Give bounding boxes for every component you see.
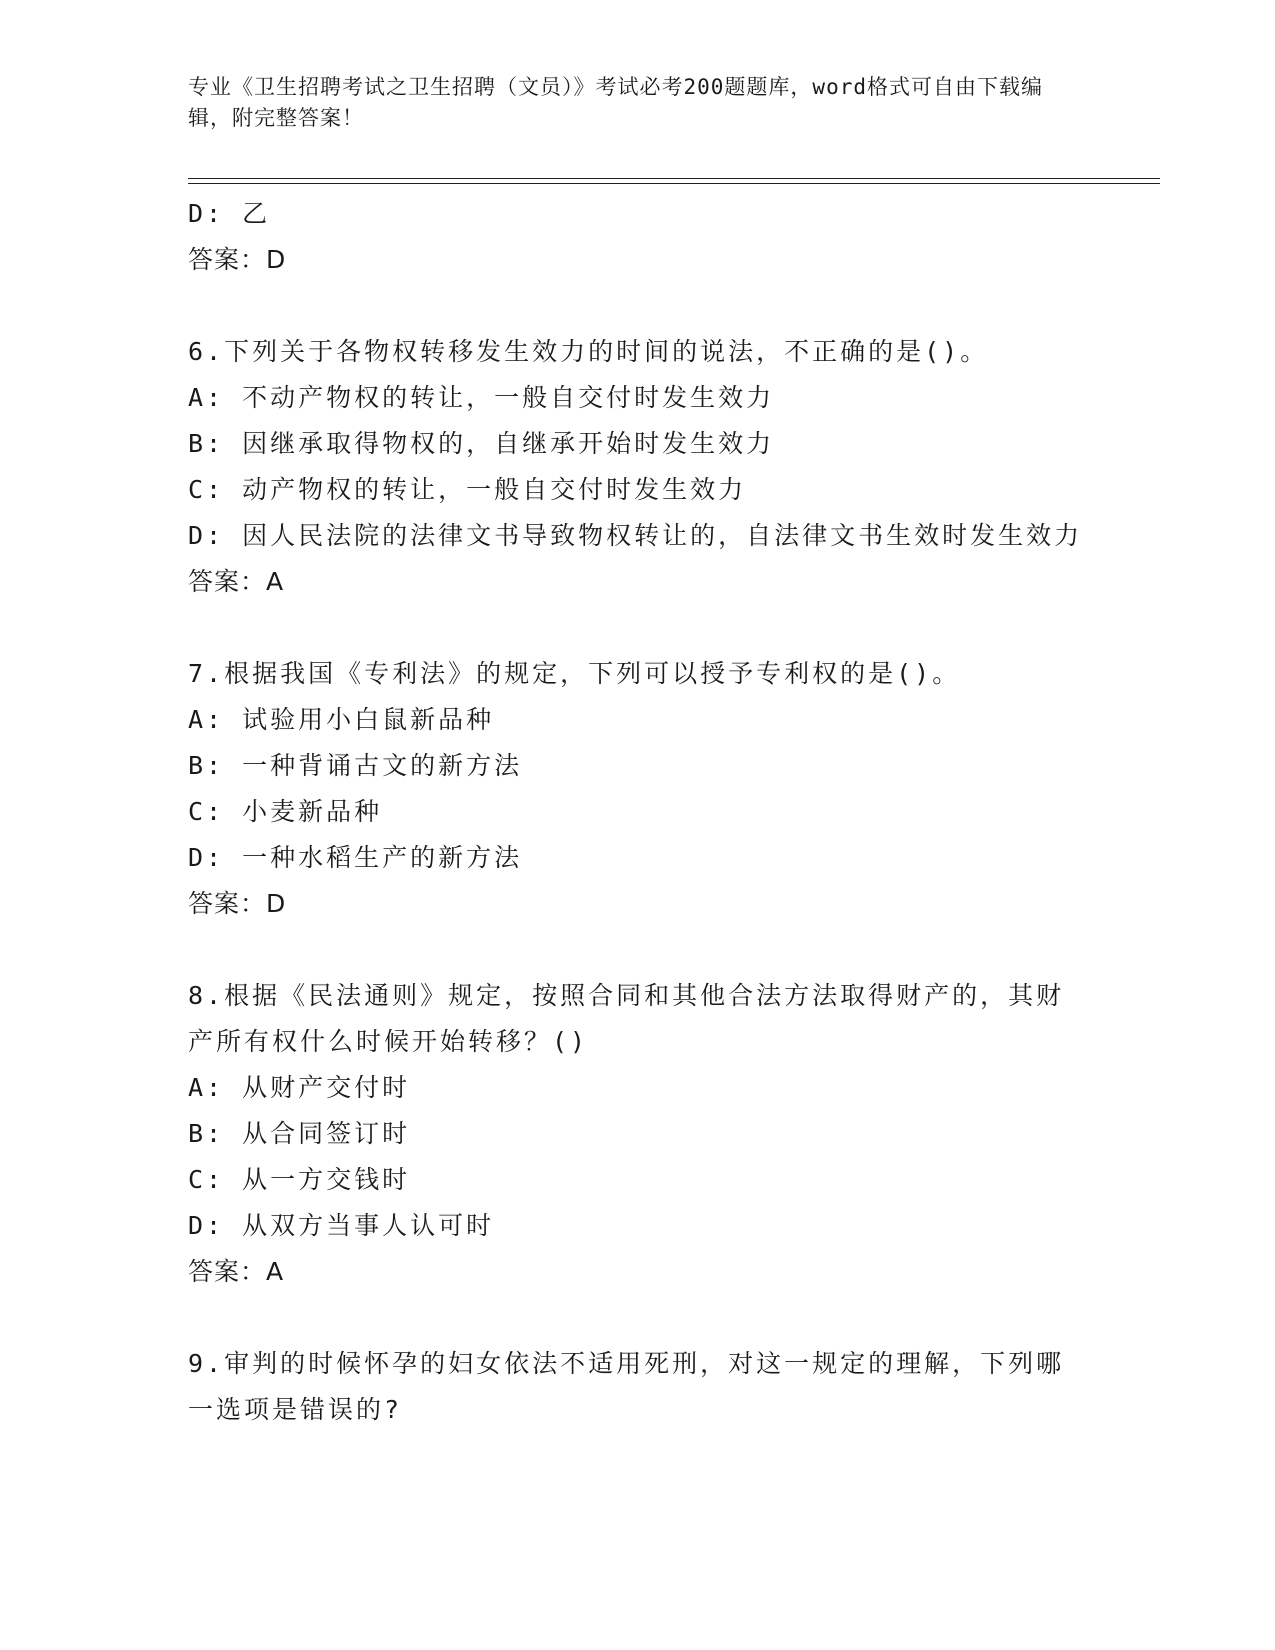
option-a: A: 从财产交付时	[188, 1073, 411, 1102]
document-body	[188, 191, 1088, 1433]
question-stem: 9.审判的时候怀孕的妇女依法不适用死刑，对这一规定的理解，下列哪一选项是错误的?	[188, 1349, 1065, 1424]
question-9	[188, 1341, 1088, 1433]
option-d: D: 因人民法院的法律文书导致物权转让的，自法律文书生效时发生效力	[188, 521, 1083, 550]
option-d: D: 从双方当事人认可时	[188, 1211, 495, 1240]
option-c: C: 小麦新品种	[188, 797, 383, 826]
option-c: C: 从一方交钱时	[188, 1165, 411, 1194]
option-a: A: 试验用小白鼠新品种	[188, 705, 495, 734]
question-stem: 8.根据《民法通则》规定，按照合同和其他合法方法取得财产的，其财产所有权什么时候开始转移？()	[188, 981, 1065, 1056]
answer-line: 答案：D	[188, 889, 287, 918]
document-header: 专业《卫生招聘考试之卫生招聘（文员）》考试必考200题题库，word格式可自由下载编辑，附完整答案！	[188, 75, 1043, 130]
option-b: B: 因继承取得物权的，自继承开始时发生效力	[188, 429, 775, 458]
carry-over-option-d: D: 乙	[188, 199, 271, 228]
question-stem: 7.根据我国《专利法》的规定，下列可以授予专利权的是()。	[188, 659, 961, 688]
option-b: B: 一种背诵古文的新方法	[188, 751, 523, 780]
question-stem: 6.下列关于各物权转移发生效力的时间的说法，不正确的是()。	[188, 337, 989, 366]
option-c: C: 动产物权的转让，一般自交付时发生效力	[188, 475, 747, 504]
header-rule-top	[188, 178, 1160, 179]
answer-line: 答案：A	[188, 1257, 285, 1286]
question-7	[188, 651, 1088, 927]
question-8	[188, 973, 1088, 1295]
question-6	[188, 329, 1088, 605]
option-b: B: 从合同签订时	[188, 1119, 411, 1148]
carry-over-answer: 答案：D	[188, 245, 287, 274]
option-a: A: 不动产物权的转让，一般自交付时发生效力	[188, 383, 775, 412]
header-rule-bottom	[188, 183, 1160, 184]
answer-line: 答案：A	[188, 567, 285, 596]
option-d: D: 一种水稻生产的新方法	[188, 843, 523, 872]
